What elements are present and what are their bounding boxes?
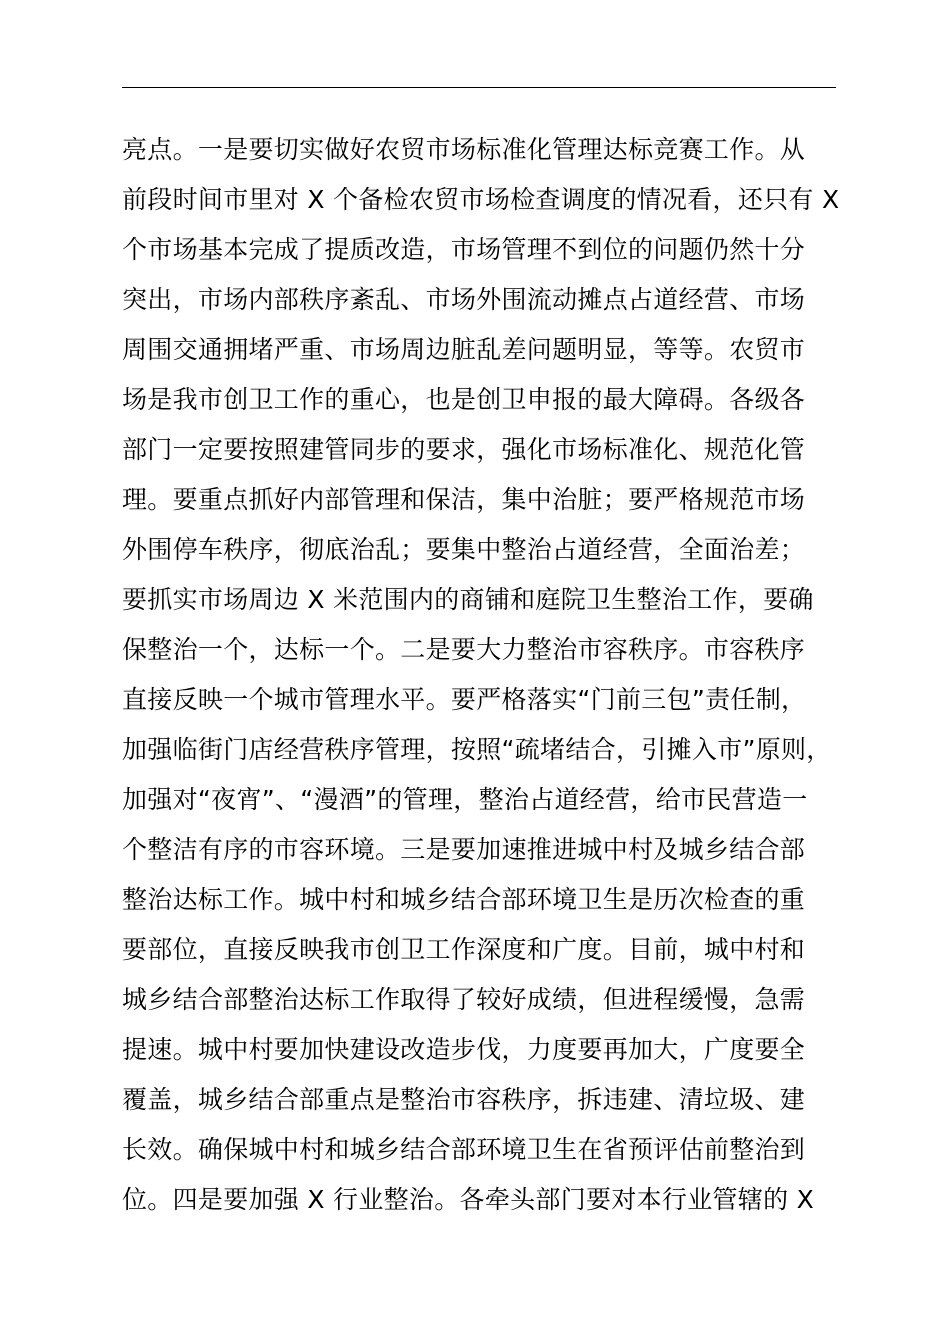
text-line: 前段时间市里对 X 个备检农贸市场检查调度的情况看，还只有 X xyxy=(122,185,840,214)
text-line: 整治达标工作。城中村和城乡结合部环境卫生是历次检查的重 xyxy=(122,885,806,914)
text-line: 加强对“夜宵”、“漫酒”的管理，整治占道经营，给市民营造一 xyxy=(122,785,808,814)
text-line: 亮点。一是要切实做好农贸市场标准化管理达标竞赛工作。从 xyxy=(122,135,806,164)
text-line: 城乡结合部整治达标工作取得了较好成绩，但进程缓慢，急需 xyxy=(122,985,806,1014)
header-rule xyxy=(122,87,836,88)
text-line: 外围停车秩序，彻底治乱；要集中整治占道经营，全面治差； xyxy=(122,535,806,564)
text-line: 个整洁有序的市容环境。三是要加速推进城中村及城乡结合部 xyxy=(122,835,806,864)
text-line: 周围交通拥堵严重、市场周边脏乱差问题明显，等等。农贸市 xyxy=(122,335,806,364)
text-line: 保整治一个，达标一个。二是要大力整治市容秩序。市容秩序 xyxy=(122,635,806,664)
text-line: 位。四是要加强 X 行业整治。各牵头部门要对本行业管辖的 X xyxy=(122,1185,815,1214)
text-line: 覆盖，城乡结合部重点是整治市容秩序，拆违建、清垃圾、建 xyxy=(122,1085,806,1114)
text-line: 部门一定要按照建管同步的要求，强化市场标准化、规范化管 xyxy=(122,435,806,464)
text-line: 突出，市场内部秩序紊乱、市场外围流动摊点占道经营、市场 xyxy=(122,285,806,314)
body-text xyxy=(122,125,862,1225)
text-line: 场是我市创卫工作的重心，也是创卫申报的最大障碍。各级各 xyxy=(122,385,806,414)
text-line: 要部位，直接反映我市创卫工作深度和广度。目前，城中村和 xyxy=(122,935,806,964)
text-line: 加强临街门店经营秩序管理，按照“疏堵结合，引摊入市”原则， xyxy=(122,735,832,764)
text-line: 直接反映一个城市管理水平。要严格落实“门前三包”责任制， xyxy=(122,685,807,714)
text-line: 要抓实市场周边 X 米范围内的商铺和庭院卫生整治工作，要确 xyxy=(122,585,814,614)
text-line: 提速。城中村要加快建设改造步伐，力度要再加大，广度要全 xyxy=(122,1035,806,1064)
text-line: 理。要重点抓好内部管理和保洁，集中治脏；要严格规范市场 xyxy=(122,485,806,514)
text-line: 长效。确保城中村和城乡结合部环境卫生在省预评估前整治到 xyxy=(122,1135,806,1164)
text-line: 个市场基本完成了提质改造，市场管理不到位的问题仍然十分 xyxy=(122,235,806,264)
